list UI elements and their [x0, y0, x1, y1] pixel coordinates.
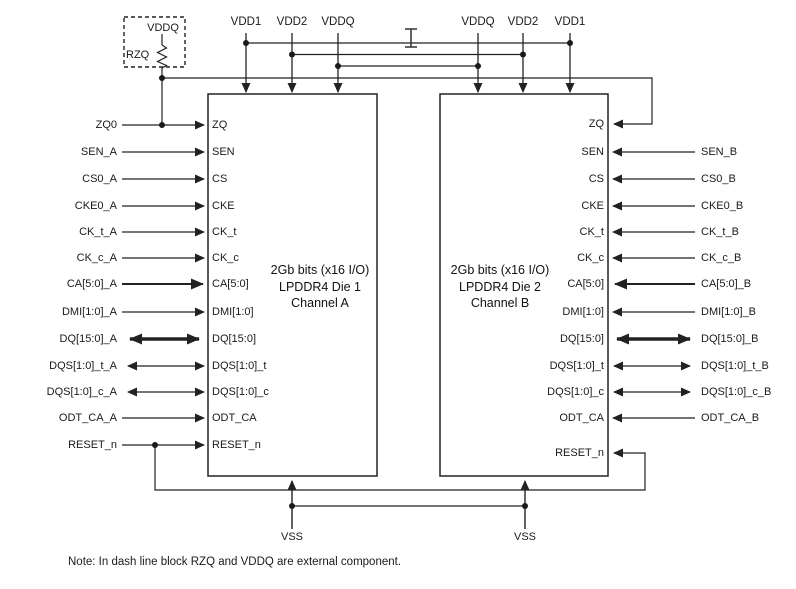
cke0-b-label: CKE0_B: [701, 200, 744, 212]
die1-pin-odt-ca: ODT_CA: [212, 412, 257, 424]
rzq-resistor-label: RZQ: [126, 49, 150, 61]
dqs-c-a-label: DQS[1:0]_c_A: [46, 386, 117, 398]
die1-pin-reset-n: RESET_n: [212, 439, 261, 451]
die1-title: [238, 262, 402, 312]
die2-pin-dq: DQ[15:0]: [559, 333, 604, 345]
die2-pin-reset-n: RESET_n: [555, 447, 604, 459]
die1-pin-cke: CKE: [212, 200, 235, 212]
die2-title: [418, 262, 582, 312]
footnote: Note: In dash line block RZQ and VDDQ are external component.: [68, 556, 402, 568]
vdd2-left-label: VDD2: [276, 16, 308, 28]
power-drop-lines: [246, 33, 570, 92]
resistor-symbol: [158, 45, 167, 68]
die2-pin-cke: CKE: [581, 200, 604, 212]
ca-a-label: CA[5:0]_A: [66, 278, 117, 290]
vss-right-label: VSS: [513, 531, 537, 543]
sen-b-label: SEN_B: [701, 146, 738, 158]
die1-pin-sen: SEN: [212, 146, 235, 158]
die2-pin-ck-c: CK_c: [577, 252, 604, 264]
die1-pin-dqs-c: DQS[1:0]_c: [212, 386, 269, 398]
die2-title-line3: Channel B: [470, 296, 530, 310]
die2-pin-cs: CS: [588, 173, 604, 185]
die1-title-line1: 2Gb bits (x16 I/O): [270, 263, 370, 277]
ck-t-a-label: CK_t_A: [79, 226, 117, 238]
vss-left-label: VSS: [280, 531, 304, 543]
odt-ca-b-label: ODT_CA_B: [701, 412, 760, 424]
die1-pin-ck-c: CK_c: [212, 252, 239, 264]
die2-pin-odt-ca: ODT_CA: [559, 412, 604, 424]
die1-title-line3: Channel A: [291, 296, 349, 310]
ck-t-b-label: CK_t_B: [701, 226, 739, 238]
die2-pin-sen: SEN: [581, 146, 604, 158]
dqs-t-b-label: DQS[1:0]_t_B: [701, 360, 769, 372]
ck-c-b-label: CK_c_B: [701, 252, 742, 264]
vss-lines: [292, 481, 525, 529]
odt-ca-a-label: ODT_CA_A: [58, 412, 117, 424]
cs0-b-label: CS0_B: [701, 173, 736, 185]
die2-title-line1: 2Gb bits (x16 I/O): [450, 263, 550, 277]
die2-pin-dqs-t: DQS[1:0]_t: [549, 360, 604, 372]
vdd2-right-label: VDD2: [507, 16, 539, 28]
die1-pin-zq: ZQ: [212, 119, 228, 131]
die2-pin-ck-t: CK_t: [579, 226, 604, 238]
cke0-a-label: CKE0_A: [74, 200, 117, 212]
die2-pin-dmi: DMI[1:0]: [562, 306, 604, 318]
vddq-left-label: VDDQ: [321, 16, 355, 28]
right-signal-lines: [613, 152, 695, 418]
die1-pin-cs: CS: [212, 173, 228, 185]
dq-a-label: DQ[15:0]_A: [59, 333, 117, 345]
die2-pin-dqs-c: DQS[1:0]_c: [547, 386, 604, 398]
vdd1-right-label: VDD1: [554, 16, 586, 28]
die2-pin-zq: ZQ: [588, 118, 604, 130]
dmi-b-label: DMI[1:0]_B: [701, 306, 757, 318]
die1-title-line2: LPDDR4 Die 1: [279, 279, 361, 294]
vdd1-left-label: VDD1: [230, 16, 262, 28]
dmi-a-label: DMI[1:0]_A: [61, 306, 117, 318]
zq-rail: [162, 78, 652, 124]
die1-pin-dmi: DMI[1:0]: [212, 306, 254, 318]
dq-b-label: DQ[15:0]_B: [701, 333, 759, 345]
cs0-a-label: CS0_A: [82, 173, 117, 185]
external-vddq-label: VDDQ: [147, 22, 179, 34]
zq0-label: ZQ0: [95, 119, 117, 131]
die1-pin-dq: DQ[15:0]: [212, 333, 257, 345]
sen-a-label: SEN_A: [80, 146, 117, 158]
vddq-right-label: VDDQ: [461, 16, 495, 28]
text-cursor-icon: [405, 29, 417, 47]
ca-b-label: CA[5:0]_B: [701, 278, 752, 290]
dqs-t-a-label: DQS[1:0]_t_A: [49, 360, 117, 372]
reset-n-label: RESET_n: [68, 439, 117, 451]
die1-pin-ca: CA[5:0]: [212, 278, 249, 290]
left-signal-lines: [122, 125, 204, 445]
die2-title-line2: LPDDR4 Die 2: [459, 279, 541, 294]
dqs-c-b-label: DQS[1:0]_c_B: [701, 386, 772, 398]
die2-pin-ca: CA[5:0]: [567, 278, 604, 290]
ck-c-a-label: CK_c_A: [76, 252, 117, 264]
die1-pin-dqs-t: DQS[1:0]_t: [212, 360, 267, 372]
die1-pin-ck-t: CK_t: [212, 226, 237, 238]
